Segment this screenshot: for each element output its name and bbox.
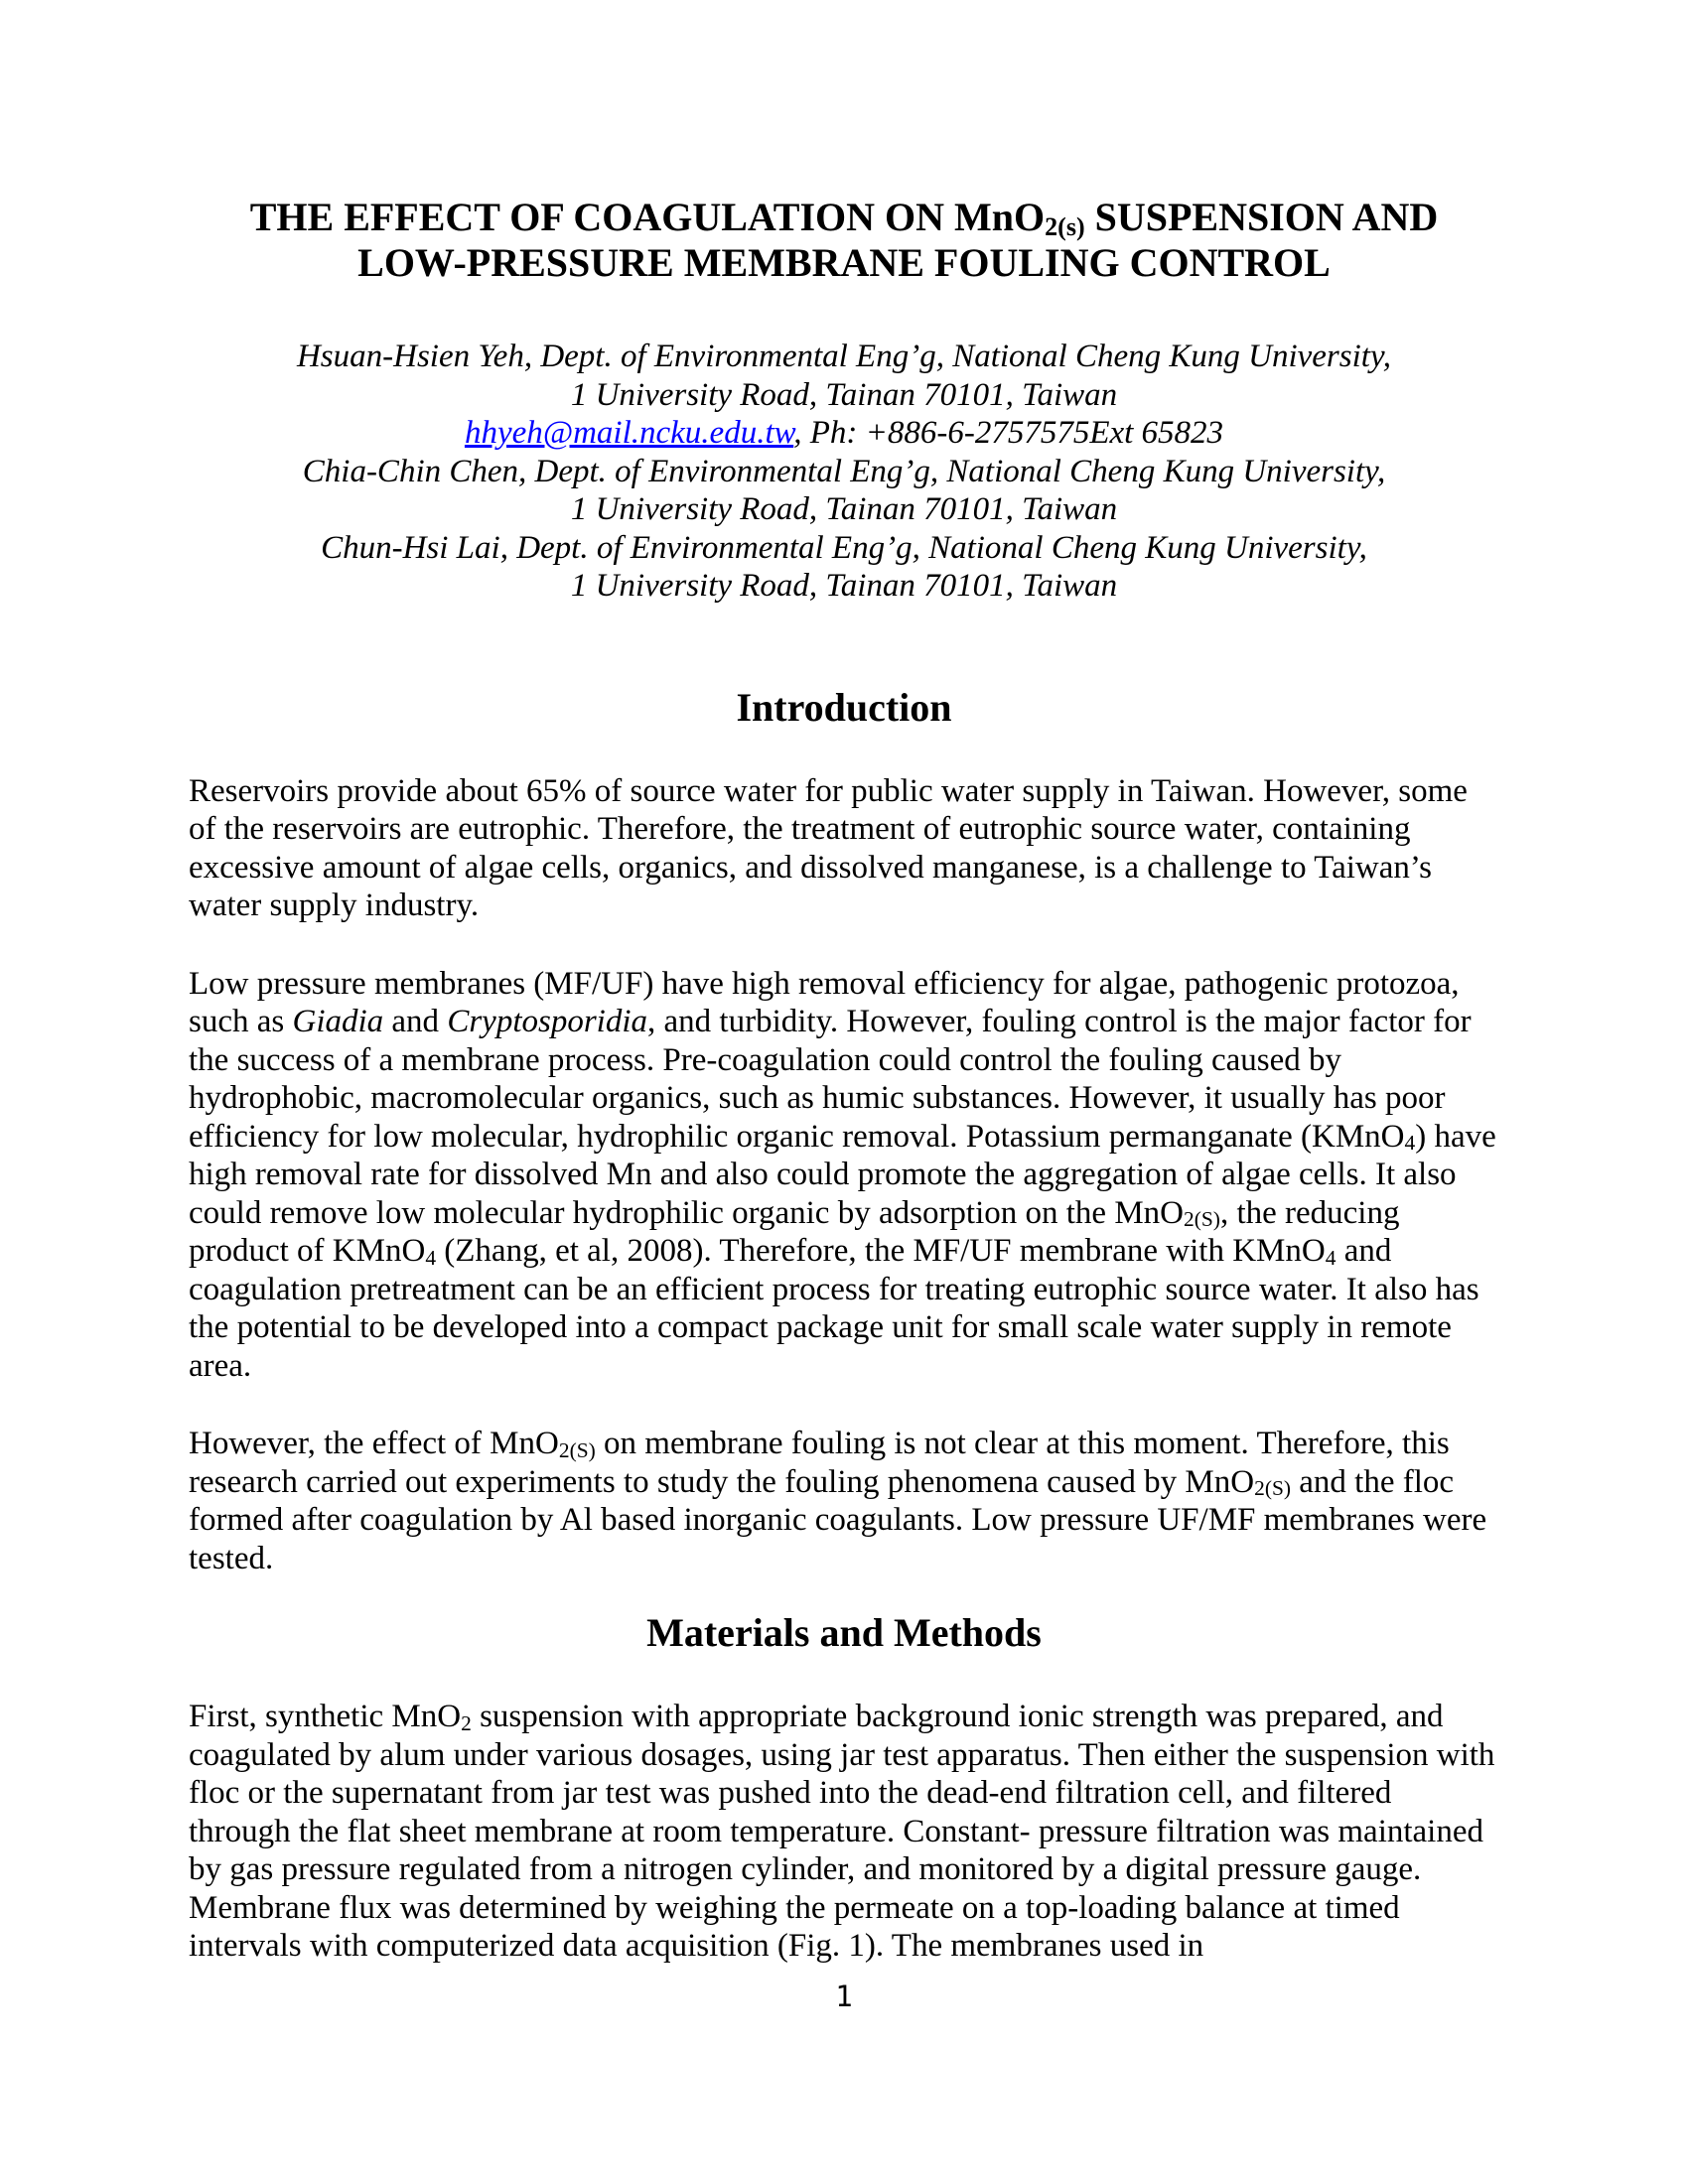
subscript-text: 2(S) — [1184, 1207, 1220, 1232]
page-number: 1 — [835, 1979, 853, 2013]
author-block — [189, 338, 1499, 606]
author-line: Hsuan-Hsien Yeh, Dept. of Environmental Eng’g, National Cheng Kung University, — [296, 339, 1392, 374]
paragraph: Low pressure membranes (MF/UF) have high removal efficiency for algae, pathogenic protozoa, such as Giadia and Cryptosporidia, and turbidity. However, fouling control is the major factor for the success of a membrane process. Pre-coagulation could control the fouling caused by hydrophobic, macromolecular organics, such as humic substances. However, it usually has poor efficiency for low molecular, hydrophilic organic removal. Potassium permanganate (KMnO$_4$) have high removal rate for dissolved Mn and also could promote the aggregation of algae cells. It also could remove low molecular hydrophilic organic by adsorption on the MnO$_{2(S)}$, the reducing product of KMnO$_4$ (Zhang, et al, 2008). Therefore, the MF/UF membrane with KMnO$_4$ and coagulation pretreatment can be an efficient process for treating eutrophic source water. It also has the potential to be developed into a compact package unit for small scale water supply in remote area. — [189, 965, 1496, 1384]
subscript-text: 4 — [1404, 1131, 1416, 1156]
section-heading-materials-and-methods: Materials and Methods — [646, 1610, 1042, 1655]
paper-title-line-2: LOW-PRESSURE MEMBRANE FOULING CONTROL — [357, 240, 1331, 285]
paper-title-line-1: THE EFFECT OF COAGULATION ON MnO$_{2(s)}$ SUSPENSION AND — [249, 195, 1439, 241]
subscript-text: 2(S) — [558, 1437, 596, 1462]
page-content — [189, 195, 1499, 1966]
subscript-text: 2(S) — [1254, 1476, 1292, 1501]
subscript-text: 4 — [1325, 1245, 1336, 1270]
author-line: Chia-Chin Chen, Dept. of Environmental Eng’g, National Cheng Kung University, — [302, 453, 1386, 489]
subscript-text: 4 — [425, 1245, 437, 1270]
paragraph: Reservoirs provide about 65% of source water for public water supply in Taiwan. However, some of the reservoirs are eutrophic. Therefore, the treatment of eutrophic source water, containing excessive amount of algae cells, organics, and dissolved manganese, is a challenge to Taiwan’s water supply industry. — [189, 772, 1468, 923]
author-line: 1 University Road, Tainan 70101, Taiwan — [570, 376, 1118, 413]
paragraph: However, the effect of MnO$_{2(S)}$ on membrane fouling is not clear at this moment. Therefore, this research carried out experiments to study the fouling phenomena caused by MnO$_{2(S)}$ and the floc formed after coagulation by Al based inorganic coagulants. Low pressure UF/MF membranes were tested. — [189, 1426, 1487, 1576]
paper-title — [189, 195, 1499, 286]
italic-term: Giadia — [292, 1004, 384, 1039]
email-link[interactable]: hhyeh@mail.ncku.edu.tw — [464, 415, 794, 451]
section-heading-introduction: Introduction — [736, 684, 952, 730]
author-contact-line: hhyeh@mail.ncku.edu.tw, Ph: +886-6-2757575Ext 65823 — [464, 415, 1224, 451]
italic-term: Cryptosporidia — [447, 1004, 648, 1039]
author-line: 1 University Road, Tainan 70101, Taiwan — [570, 491, 1118, 527]
subscript-text: 2 — [461, 1710, 472, 1735]
author-line: Chun-Hsi Lai, Dept. of Environmental Eng’g, National Cheng Kung University, — [321, 529, 1367, 566]
paragraph: First, synthetic MnO$_2$ suspension with appropriate background ionic strength was prepared, and coagulated by alum under various dosages, using jar test apparatus. Then either the suspension with floc or the supernatant from jar test was pushed into the dead-end filtration cell, and filtered through the flat sheet membrane at room temperature. Constant- pressure filtration was maintained by gas pressure regulated from a nitrogen cylinder, and monitored by a digital pressure gauge. Membrane flux was determined by weighing the permeate on a top-loading balance at timed intervals with computerized data acquisition (Fig. 1). The membranes used in — [189, 1699, 1495, 1964]
subscript-text: 2(s) — [1045, 211, 1085, 241]
author-line: 1 University Road, Tainan 70101, Taiwan — [570, 568, 1118, 604]
